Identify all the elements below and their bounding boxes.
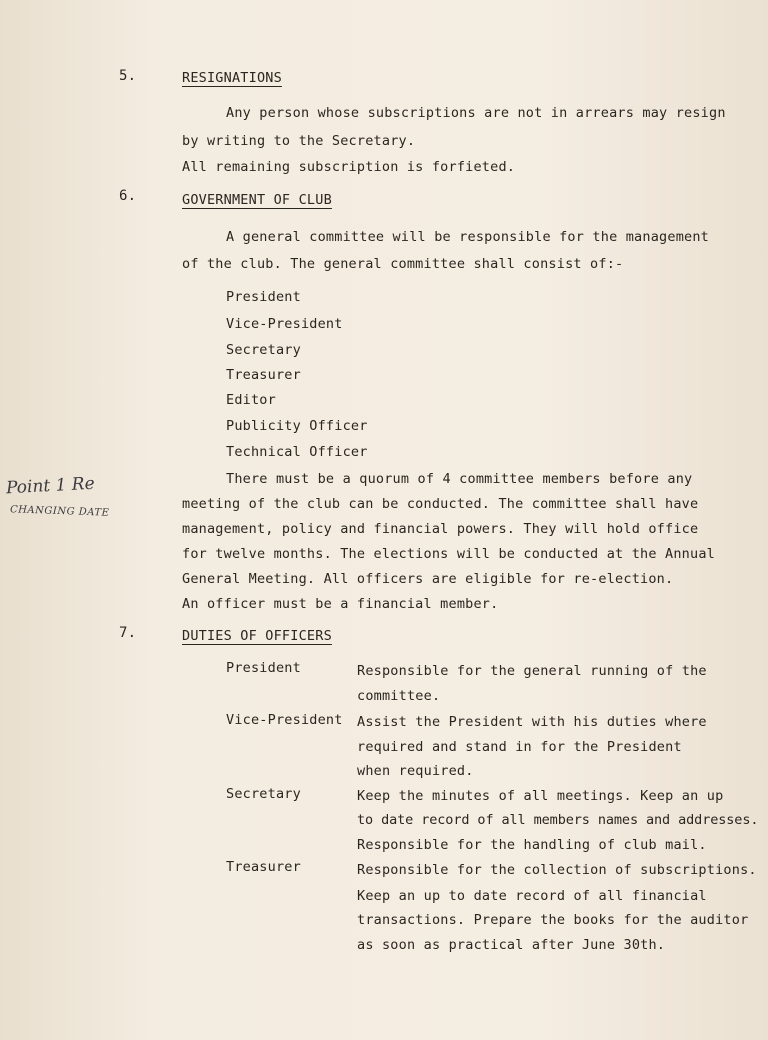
margin-note-line: Point 1 Re — [5, 473, 96, 499]
duty-role: Secretary — [226, 786, 301, 802]
section-7-number: 7. — [119, 625, 137, 641]
section-7-heading: DUTIES OF OFFICERS — [182, 628, 332, 644]
duty-line: required and stand in for the President — [357, 739, 682, 755]
duty-line: when required. — [357, 763, 474, 779]
duty-role: Treasurer — [226, 859, 301, 875]
section-6-intro-line: of the club. The general committee shall consist of:- — [182, 256, 624, 272]
margin-note-line: CHANGING DATE — [9, 504, 110, 519]
duty-line: transactions. Prepare the books for the auditor — [357, 912, 749, 928]
duty-line: as soon as practical after June 30th. — [357, 937, 666, 953]
duty-line: to date record of all members names and addresses. — [357, 812, 759, 828]
section-5-heading: RESIGNATIONS — [182, 70, 282, 86]
section-5-number: 5. — [119, 68, 137, 84]
duty-role: Vice-President — [226, 712, 343, 728]
committee-member: Treasurer — [226, 367, 301, 383]
section-6-body-line: management, policy and financial powers. They will hold office — [182, 521, 699, 537]
committee-member: Secretary — [226, 342, 301, 358]
duty-line: Responsible for the general running of the — [357, 663, 707, 679]
section-5-line: Any person whose subscriptions are not in arrears may resign — [226, 105, 726, 121]
duty-line: Keep the minutes of all meetings. Keep an up — [357, 788, 724, 804]
section-6-body-line: meeting of the club can be conducted. The committee shall have — [182, 496, 699, 512]
duty-line: Assist the President with his duties where — [357, 714, 707, 730]
section-6-heading: GOVERNMENT OF CLUB — [182, 192, 332, 208]
section-5-line: by writing to the Secretary. — [182, 133, 416, 149]
committee-member: President — [226, 289, 301, 305]
section-6-number: 6. — [119, 188, 137, 204]
section-5-line: All remaining subscription is forfieted. — [182, 159, 516, 175]
committee-member: Publicity Officer — [226, 418, 368, 434]
duty-line: Keep an up to date record of all financial — [357, 888, 707, 904]
section-6-intro-line: A general committee will be responsible for the management — [226, 229, 710, 245]
section-6-body-line: for twelve months. The elections will be conducted at the Annual — [182, 546, 715, 562]
duty-role: President — [226, 660, 301, 676]
committee-member: Vice-President — [226, 316, 343, 332]
duty-line: Responsible for the handling of club mail. — [357, 837, 707, 853]
committee-member: Editor — [226, 392, 276, 408]
section-6-body-line: General Meeting. All officers are eligible for re-election. — [182, 571, 674, 587]
duty-line: Responsible for the collection of subscriptions. — [357, 862, 757, 878]
section-6-body-line: An officer must be a financial member. — [182, 596, 499, 612]
duty-line: committee. — [357, 688, 441, 704]
section-6-body-line: There must be a quorum of 4 committee members before any — [226, 471, 693, 487]
committee-member: Technical Officer — [226, 444, 368, 460]
